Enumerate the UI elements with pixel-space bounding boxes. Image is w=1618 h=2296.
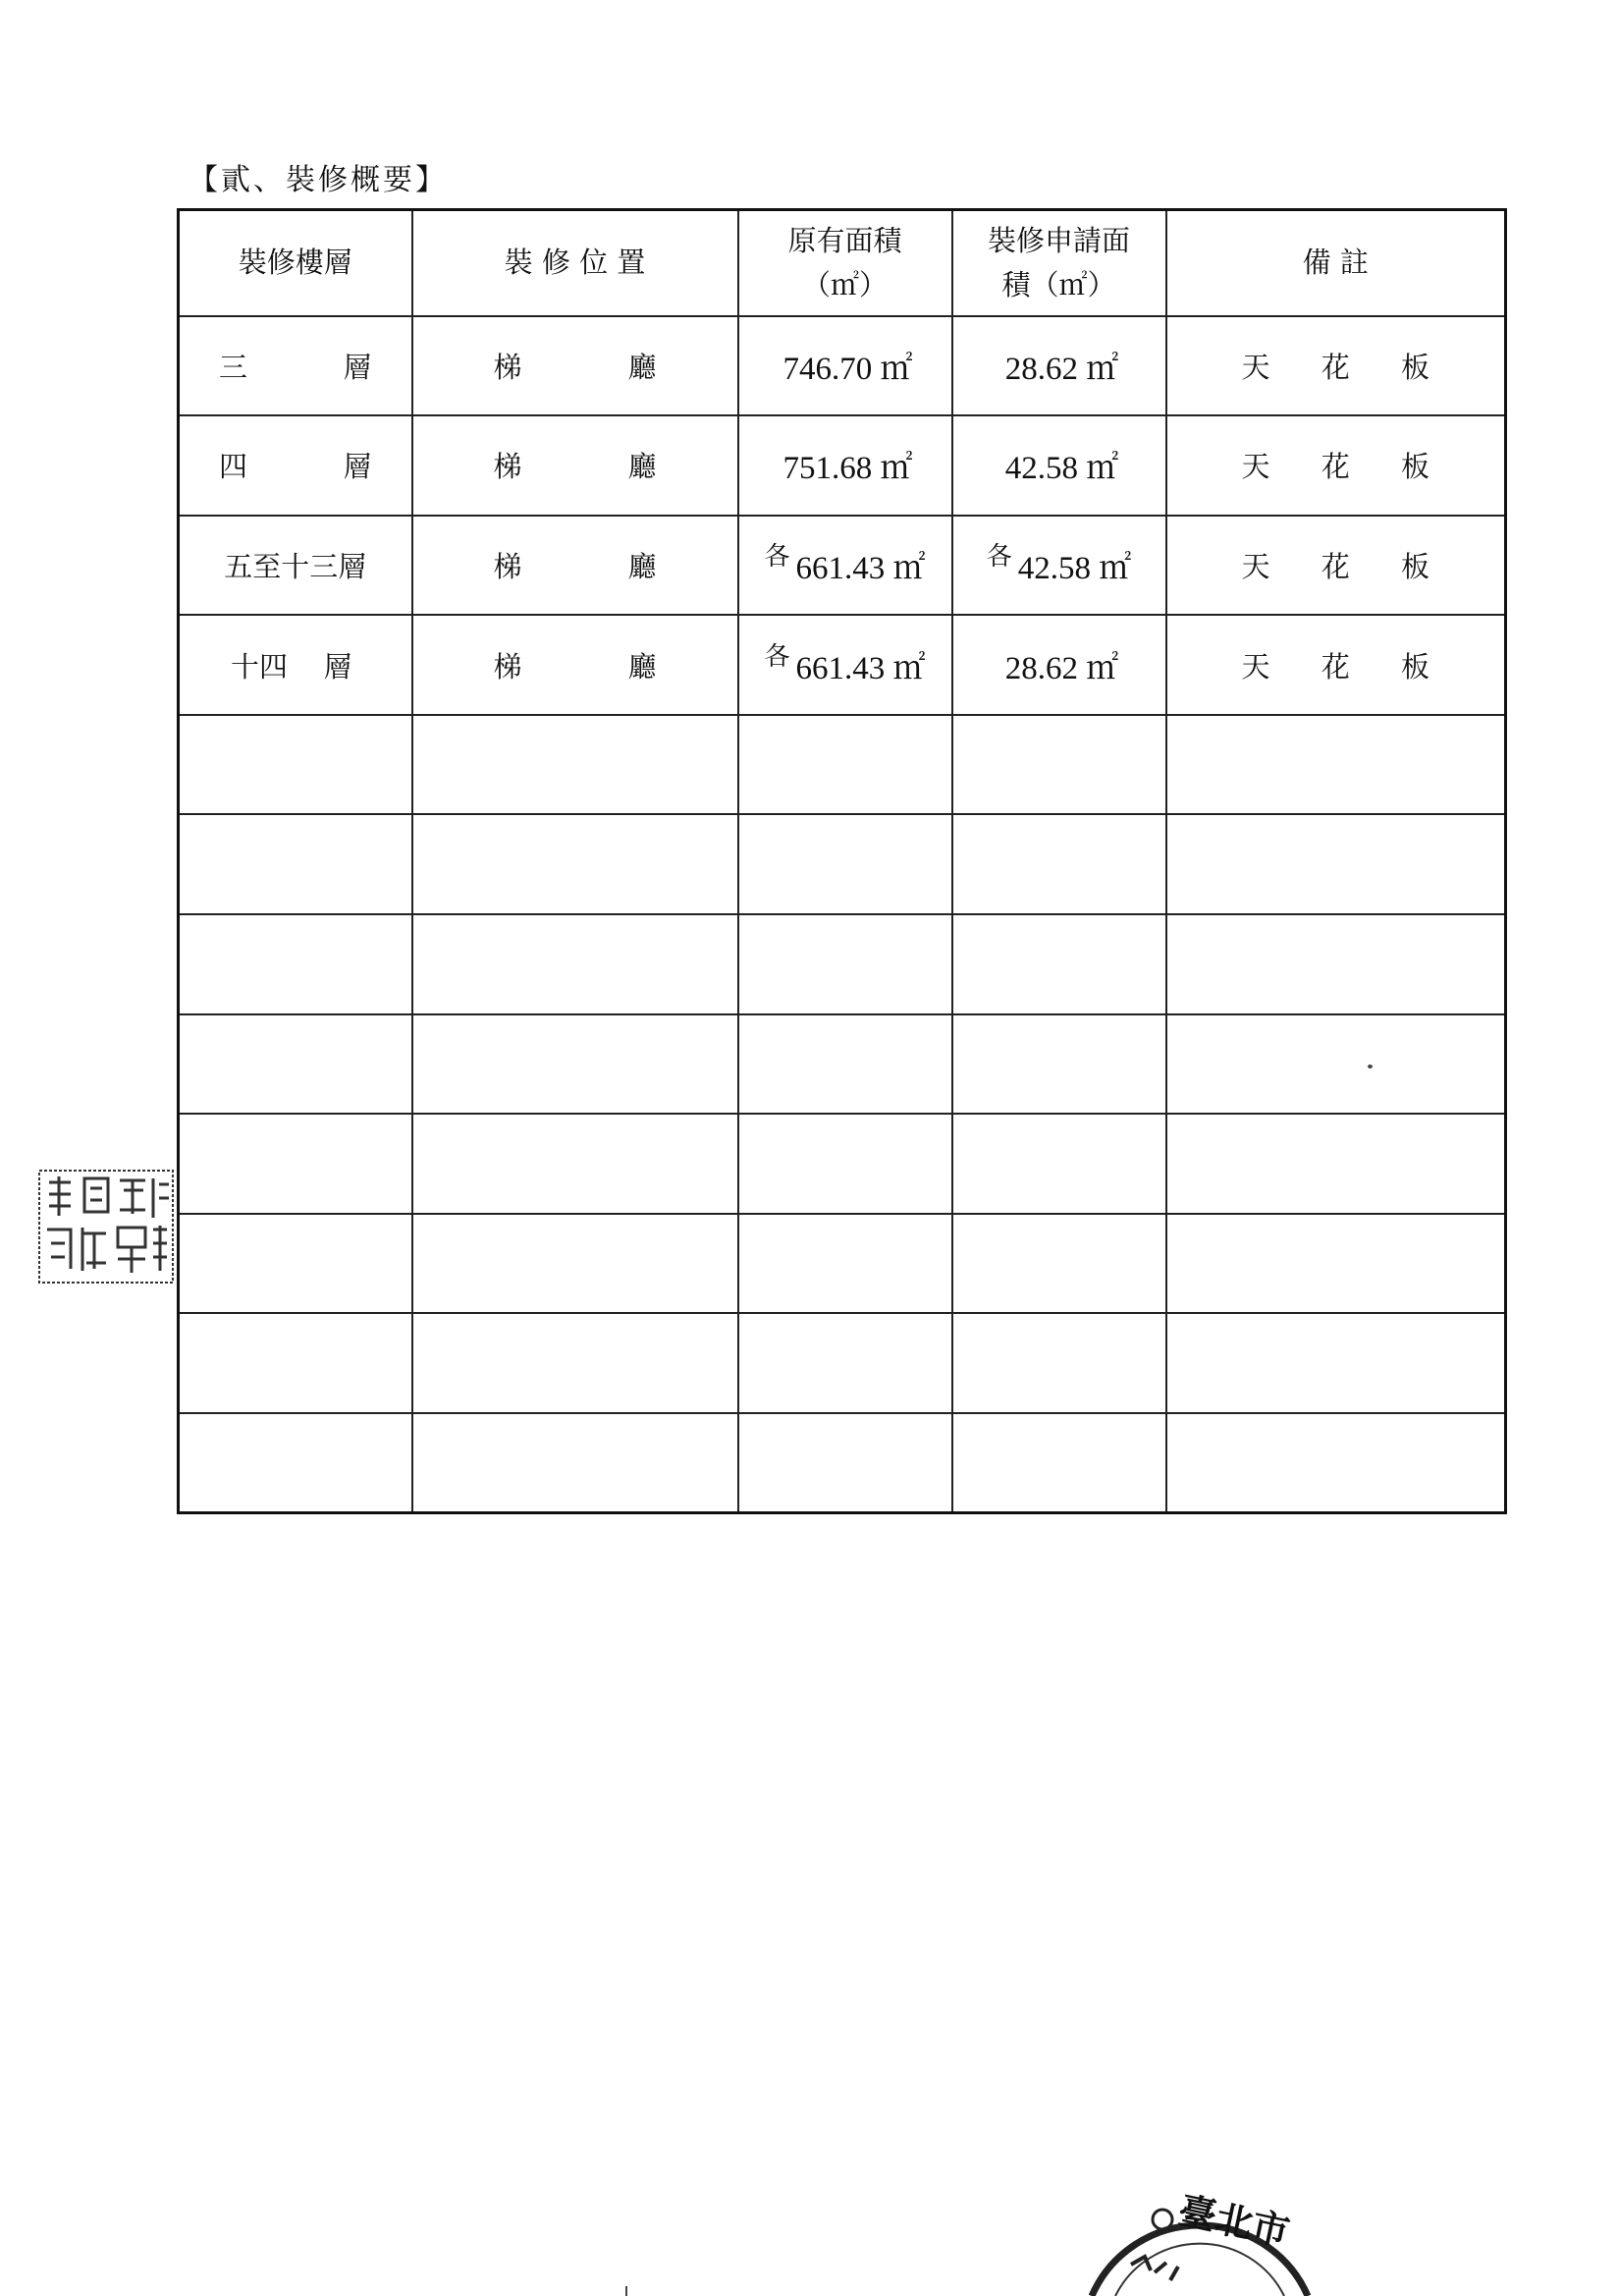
empty-cell bbox=[179, 715, 412, 815]
empty-cell bbox=[952, 1313, 1166, 1413]
scan-speck bbox=[625, 2286, 627, 2296]
cell-note bbox=[1166, 316, 1506, 416]
cell-location bbox=[412, 615, 738, 715]
empty-cell bbox=[412, 914, 738, 1014]
cell-floor bbox=[179, 316, 412, 416]
note-char: 板 bbox=[1400, 450, 1429, 484]
empty-cell bbox=[412, 1014, 738, 1115]
location-text-a: 梯 bbox=[493, 649, 522, 683]
empty-cell bbox=[412, 1313, 738, 1413]
location-text-a: 梯 bbox=[493, 350, 522, 384]
table-row-empty bbox=[179, 1413, 1506, 1513]
empty-cell bbox=[179, 814, 412, 914]
table-row-empty bbox=[179, 1014, 1506, 1115]
empty-cell bbox=[952, 914, 1166, 1014]
round-seal-stamp bbox=[1072, 2170, 1327, 2296]
cell-original-area bbox=[738, 615, 952, 715]
location-text-b: 廳 bbox=[627, 350, 657, 384]
header-note-left: 備 bbox=[1302, 246, 1331, 280]
empty-cell bbox=[1166, 914, 1506, 1014]
empty-cell bbox=[179, 1114, 412, 1214]
square-seal-stamp bbox=[35, 1165, 177, 1288]
note-char: 花 bbox=[1321, 450, 1350, 484]
empty-cell bbox=[738, 814, 952, 914]
empty-cell bbox=[412, 715, 738, 815]
location-text-b: 廳 bbox=[627, 549, 657, 583]
cell-original-area bbox=[738, 516, 952, 616]
empty-cell bbox=[412, 1413, 738, 1513]
table-row-empty bbox=[179, 1313, 1506, 1413]
empty-cell bbox=[179, 914, 412, 1014]
note-char: 天 bbox=[1241, 350, 1270, 384]
floor-suffix: 層 bbox=[343, 450, 372, 484]
empty-cell bbox=[952, 1114, 1166, 1214]
table-row bbox=[179, 415, 1506, 516]
header-note-right: 註 bbox=[1339, 246, 1369, 280]
svg-text:臺北市: 臺北市 bbox=[1174, 2187, 1294, 2255]
cell-floor bbox=[179, 516, 412, 616]
empty-cell bbox=[1166, 1214, 1506, 1314]
table-row-empty bbox=[179, 914, 1506, 1014]
empty-cell bbox=[179, 1014, 412, 1115]
header-note bbox=[1166, 210, 1506, 316]
section-title: 【貳、裝修概要】 bbox=[189, 163, 448, 197]
cell-original-area bbox=[738, 316, 952, 416]
note-char: 天 bbox=[1241, 549, 1270, 583]
floor-text: 四 bbox=[219, 450, 248, 484]
empty-cell bbox=[738, 715, 952, 815]
original-area-value: 746.70 ㎡ bbox=[782, 351, 913, 387]
empty-cell bbox=[738, 1413, 952, 1513]
header-requested-area-line1: 裝修申請面 bbox=[987, 223, 1130, 257]
requested-area-value: 42.58 ㎡ bbox=[1017, 550, 1132, 586]
empty-cell bbox=[1166, 715, 1506, 815]
empty-cell bbox=[1166, 1413, 1506, 1513]
cell-requested-area bbox=[952, 516, 1166, 616]
empty-cell bbox=[738, 1313, 952, 1413]
empty-cell bbox=[952, 1413, 1166, 1513]
empty-cell bbox=[738, 914, 952, 1014]
cell-requested-area bbox=[952, 615, 1166, 715]
note-char: 花 bbox=[1321, 350, 1350, 384]
original-area-value: 751.68 ㎡ bbox=[782, 451, 913, 487]
floor-suffix: 層 bbox=[323, 649, 352, 683]
original-area-value: 661.43 ㎡ bbox=[795, 650, 926, 686]
floor-suffix: 層 bbox=[343, 350, 372, 384]
cell-floor bbox=[179, 615, 412, 715]
each-prefix: 各 bbox=[764, 541, 790, 571]
empty-cell bbox=[738, 1014, 952, 1115]
empty-cell bbox=[1166, 1014, 1506, 1115]
cell-note bbox=[1166, 615, 1506, 715]
floor-text: 五至十三層 bbox=[224, 549, 367, 583]
each-prefix: 各 bbox=[764, 641, 790, 671]
requested-area-value: 28.62 ㎡ bbox=[1004, 351, 1119, 387]
empty-cell bbox=[952, 814, 1166, 914]
header-requested-area-line2: 積（㎡） bbox=[1001, 267, 1116, 301]
empty-cell bbox=[952, 715, 1166, 815]
scan-speck bbox=[1368, 1065, 1373, 1068]
location-text-a: 梯 bbox=[493, 549, 522, 583]
empty-cell bbox=[412, 1214, 738, 1314]
table-row-empty bbox=[179, 715, 1506, 815]
floor-text: 十四 bbox=[231, 649, 289, 683]
header-location: 裝 修 位 置 bbox=[412, 210, 738, 316]
header-original-area bbox=[738, 210, 952, 316]
cell-requested-area bbox=[952, 415, 1166, 516]
empty-cell bbox=[179, 1214, 412, 1314]
table-row-empty bbox=[179, 1214, 1506, 1314]
cell-location bbox=[412, 516, 738, 616]
note-char: 天 bbox=[1241, 450, 1270, 484]
table-row-empty bbox=[179, 1114, 1506, 1214]
cell-requested-area bbox=[952, 316, 1166, 416]
empty-cell bbox=[952, 1214, 1166, 1314]
each-prefix: 各 bbox=[986, 541, 1012, 571]
header-requested-area bbox=[952, 210, 1166, 316]
location-text-b: 廳 bbox=[627, 450, 657, 484]
cell-original-area bbox=[738, 415, 952, 516]
empty-cell bbox=[179, 1313, 412, 1413]
empty-cell bbox=[738, 1114, 952, 1214]
location-text-b: 廳 bbox=[627, 649, 657, 683]
cell-note bbox=[1166, 516, 1506, 616]
floor-text: 三 bbox=[219, 350, 248, 384]
cell-location bbox=[412, 415, 738, 516]
empty-cell bbox=[179, 1413, 412, 1513]
requested-area-value: 28.62 ㎡ bbox=[1004, 650, 1119, 686]
note-char: 板 bbox=[1400, 350, 1429, 384]
empty-cell bbox=[412, 1114, 738, 1214]
empty-cell bbox=[952, 1014, 1166, 1115]
empty-cell bbox=[1166, 814, 1506, 914]
cell-location bbox=[412, 316, 738, 416]
table-row bbox=[179, 615, 1506, 715]
location-text-a: 梯 bbox=[493, 450, 522, 484]
note-char: 天 bbox=[1241, 649, 1270, 683]
table-body bbox=[179, 316, 1506, 1513]
table-row bbox=[179, 316, 1506, 416]
header-original-area-line2: （㎡） bbox=[801, 267, 888, 301]
empty-cell bbox=[738, 1214, 952, 1314]
header-floor: 裝修樓層 bbox=[179, 210, 412, 316]
note-char: 板 bbox=[1400, 649, 1429, 683]
requested-area-value: 42.58 ㎡ bbox=[1004, 451, 1119, 487]
empty-cell bbox=[1166, 1114, 1506, 1214]
table-row bbox=[179, 516, 1506, 616]
cell-floor bbox=[179, 415, 412, 516]
cell-note bbox=[1166, 415, 1506, 516]
note-char: 花 bbox=[1321, 549, 1350, 583]
table-row-empty bbox=[179, 814, 1506, 914]
renovation-summary-table bbox=[177, 208, 1507, 1514]
empty-cell bbox=[1166, 1313, 1506, 1413]
header-original-area-line1: 原有面積 bbox=[787, 223, 902, 257]
note-char: 板 bbox=[1400, 549, 1429, 583]
empty-cell bbox=[412, 814, 738, 914]
note-char: 花 bbox=[1321, 649, 1350, 683]
table-header-row bbox=[179, 210, 1506, 316]
original-area-value: 661.43 ㎡ bbox=[795, 550, 926, 586]
